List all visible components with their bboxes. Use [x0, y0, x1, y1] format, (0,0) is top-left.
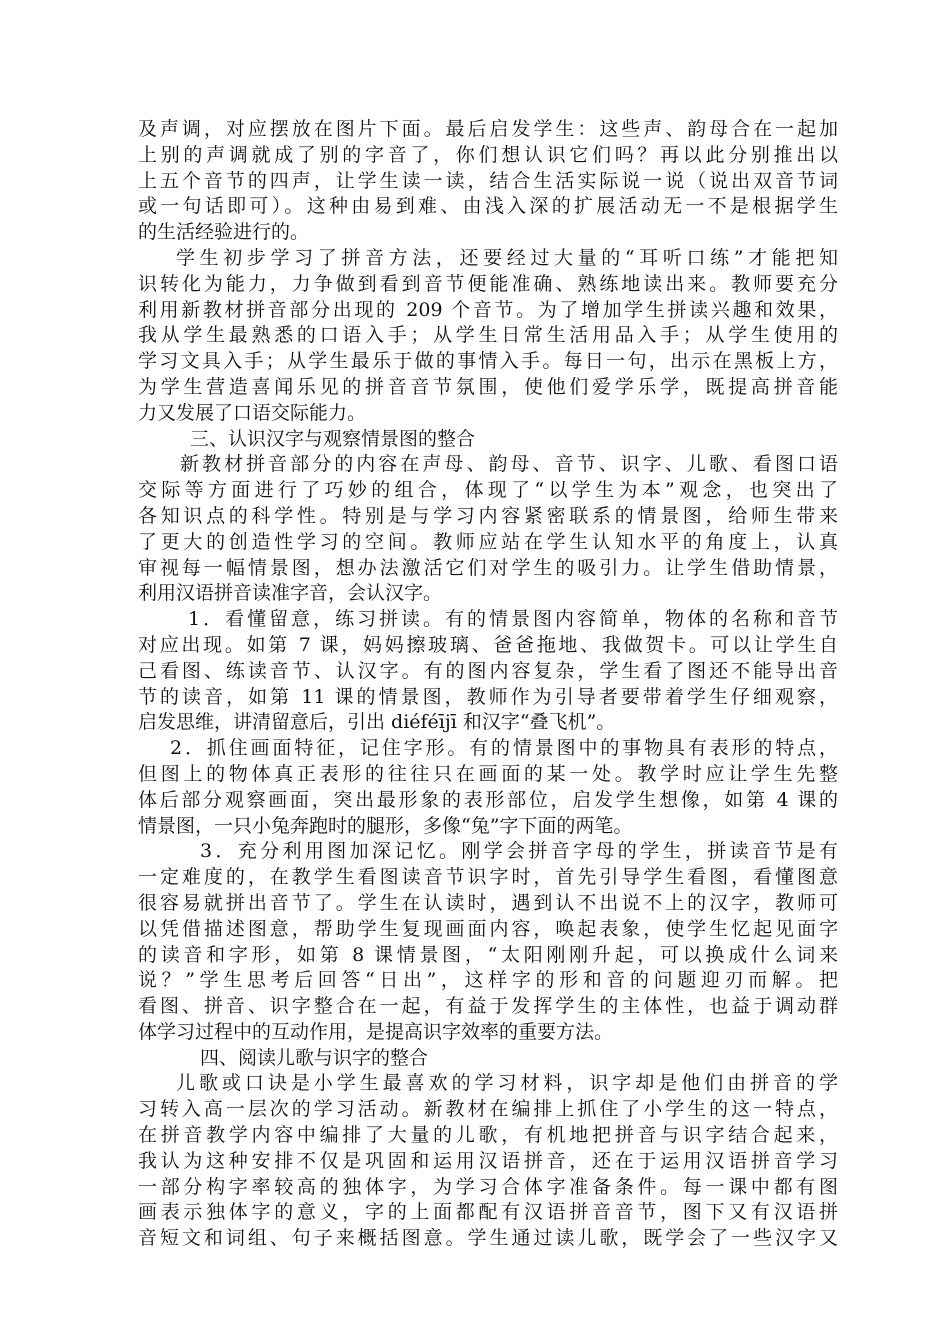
- text-line: 为学生营造喜闻乐见的拼音音节氛围，使他们爱学乐学，既提高拼音能: [138, 375, 838, 398]
- text-line: 1．看懂留意，练习拼读。有的情景图内容简单，物体的名称和音节: [188, 608, 838, 631]
- text-line: 启发思维，讲清留意后，引出 diéféījī 和汉字“叠飞机”。: [138, 711, 616, 734]
- text-line: 三、认识汉字与观察情景图的整合: [190, 427, 476, 450]
- text-line: 我从学生最熟悉的口语入手；从学生日常生活用品入手；从学生使用的: [138, 324, 838, 347]
- text-line: 节的读音，如第 11 课的情景图，教师作为引导者要带着学生仔细观察，: [138, 685, 838, 708]
- text-line: 体学习过程中的互动作用，是提高识字效率的重要方法。: [138, 1020, 614, 1043]
- text-line: 说？”学生思考后回答“日出”，这样字的形和音的问题迎刃而解。把: [138, 969, 838, 992]
- text-line: 2．抓住画面特征，记住字形。有的情景图中的事物具有表形的特点，: [170, 737, 838, 760]
- text-line: 识转化为能力，力争做到看到音节便能准确、熟练地读出来。教师要充分: [138, 272, 838, 295]
- text-line: 一部分构字率较高的独体字，为学习合体字准备条件。每一课中都有图: [138, 1175, 838, 1198]
- text-line: 一定难度的，在教学生看图读音节识字时，首先引导学生看图，看懂图意: [138, 866, 838, 889]
- text-line: 力又发展了口语交际能力。: [138, 401, 367, 424]
- text-line: 学习文具入手；从学生最乐于做的事情入手。每日一句，出示在黑板上方，: [138, 350, 838, 373]
- text-line: 在拼音教学内容中编排了大量的儿歌，有机地把拼音与识字结合起来，: [138, 1124, 838, 1147]
- text-line: 画表示独体字的意义，字的上面都配有汉语拼音音节，图下又有汉语拼: [138, 1201, 838, 1224]
- text-line: 上五个音节的四声，让学生读一读，结合生活实际说一说（说出双音节词: [138, 169, 838, 192]
- text-line: 四、阅读儿歌与识字的整合: [200, 1046, 429, 1069]
- text-line: 学生初步学习了拼音方法，还要经过大量的“耳听口练”才能把知: [176, 246, 838, 269]
- text-line: 利用汉语拼音读准字音，会认汉字。: [138, 582, 443, 605]
- text-line: 或一句话即可）。这种由易到难、由浅入深的扩展活动无一不是根据学生: [138, 195, 838, 218]
- text-line: 对应出现。如第 7 课，妈妈擦玻璃、爸爸拖地、我做贺卡。可以让学生自: [138, 633, 838, 656]
- text-line: 了更大的创造性学习的空间。教师应站在学生认知水平的角度上，认真: [138, 530, 838, 553]
- text-line: 的读音和字形，如第 8 课情景图，“太阳刚刚升起，可以换成什么词来: [138, 943, 838, 966]
- text-line: 儿歌或口诀是小学生最喜欢的学习材料，识字却是他们由拼音的学: [176, 1072, 838, 1095]
- text-line: 习转入高一层次的学习活动。新教材在编排上抓住了小学生的这一特点，: [138, 1098, 838, 1121]
- text-line: 利用新教材拼音部分出现的 209 个音节。为了增加学生拼读兴趣和效果，: [138, 298, 838, 321]
- text-line: 审视每一幅情景图，想办法激活它们对学生的吸引力。让学生借助情景，: [138, 556, 838, 579]
- document-page: [138, 117, 838, 1252]
- text-line: 体后部分观察画面，突出最形象的表形部位，启发学生想像，如第 4 课的: [138, 788, 838, 811]
- text-line: 我认为这种安排不仅是巩固和运用汉语拼音，还在于运用汉语拼音学习: [138, 1149, 838, 1172]
- text-line: 交际等方面进行了巧妙的组合，体现了“以学生为本”观念，也突出了: [138, 479, 838, 502]
- text-line: 及声调，对应摆放在图片下面。最后启发学生：这些声、韵母合在一起加: [138, 118, 838, 140]
- text-line: 己看图、练读音节、认汉字。有的图内容复杂，学生看了图还不能导出音: [138, 659, 838, 682]
- text-line: 各知识点的科学性。特别是与学习内容紧密联系的情景图，给师生带来: [138, 504, 838, 527]
- text-line: 的生活经验进行的。: [138, 221, 310, 244]
- text-line: 很容易就拼出音节了。学生在认读时，遇到认不出说不上的汉字，教师可: [138, 891, 838, 914]
- text-line: 情景图，一只小兔奔跑时的腿形，多像“兔”字下面的两笔。: [138, 814, 633, 837]
- text-line: 3．充分利用图加深记忆。刚学会拼音字母的学生，拼读音节是有: [200, 840, 838, 863]
- text-line: 但图上的物体真正表形的往往只在画面的某一处。教学时应让学生先整: [138, 762, 838, 785]
- text-line: 上别的声调就成了别的字音了，你们想认识它们吗？再以此分别推出以: [138, 143, 838, 166]
- text-line: 看图、拼音、识字整合在一起，有益于发挥学生的主体性，也益于调动群: [138, 995, 838, 1018]
- text-line: 新教材拼音部分的内容在声母、韵母、音节、识字、儿歌、看图口语: [180, 453, 838, 476]
- text-line: 以凭借描述图意，帮助学生复现画面内容，唤起表象，使学生忆起见面字: [138, 917, 838, 940]
- text-line: 音短文和词组、句子来概括图意。学生通过读儿歌，既学会了一些汉字又: [138, 1227, 838, 1250]
